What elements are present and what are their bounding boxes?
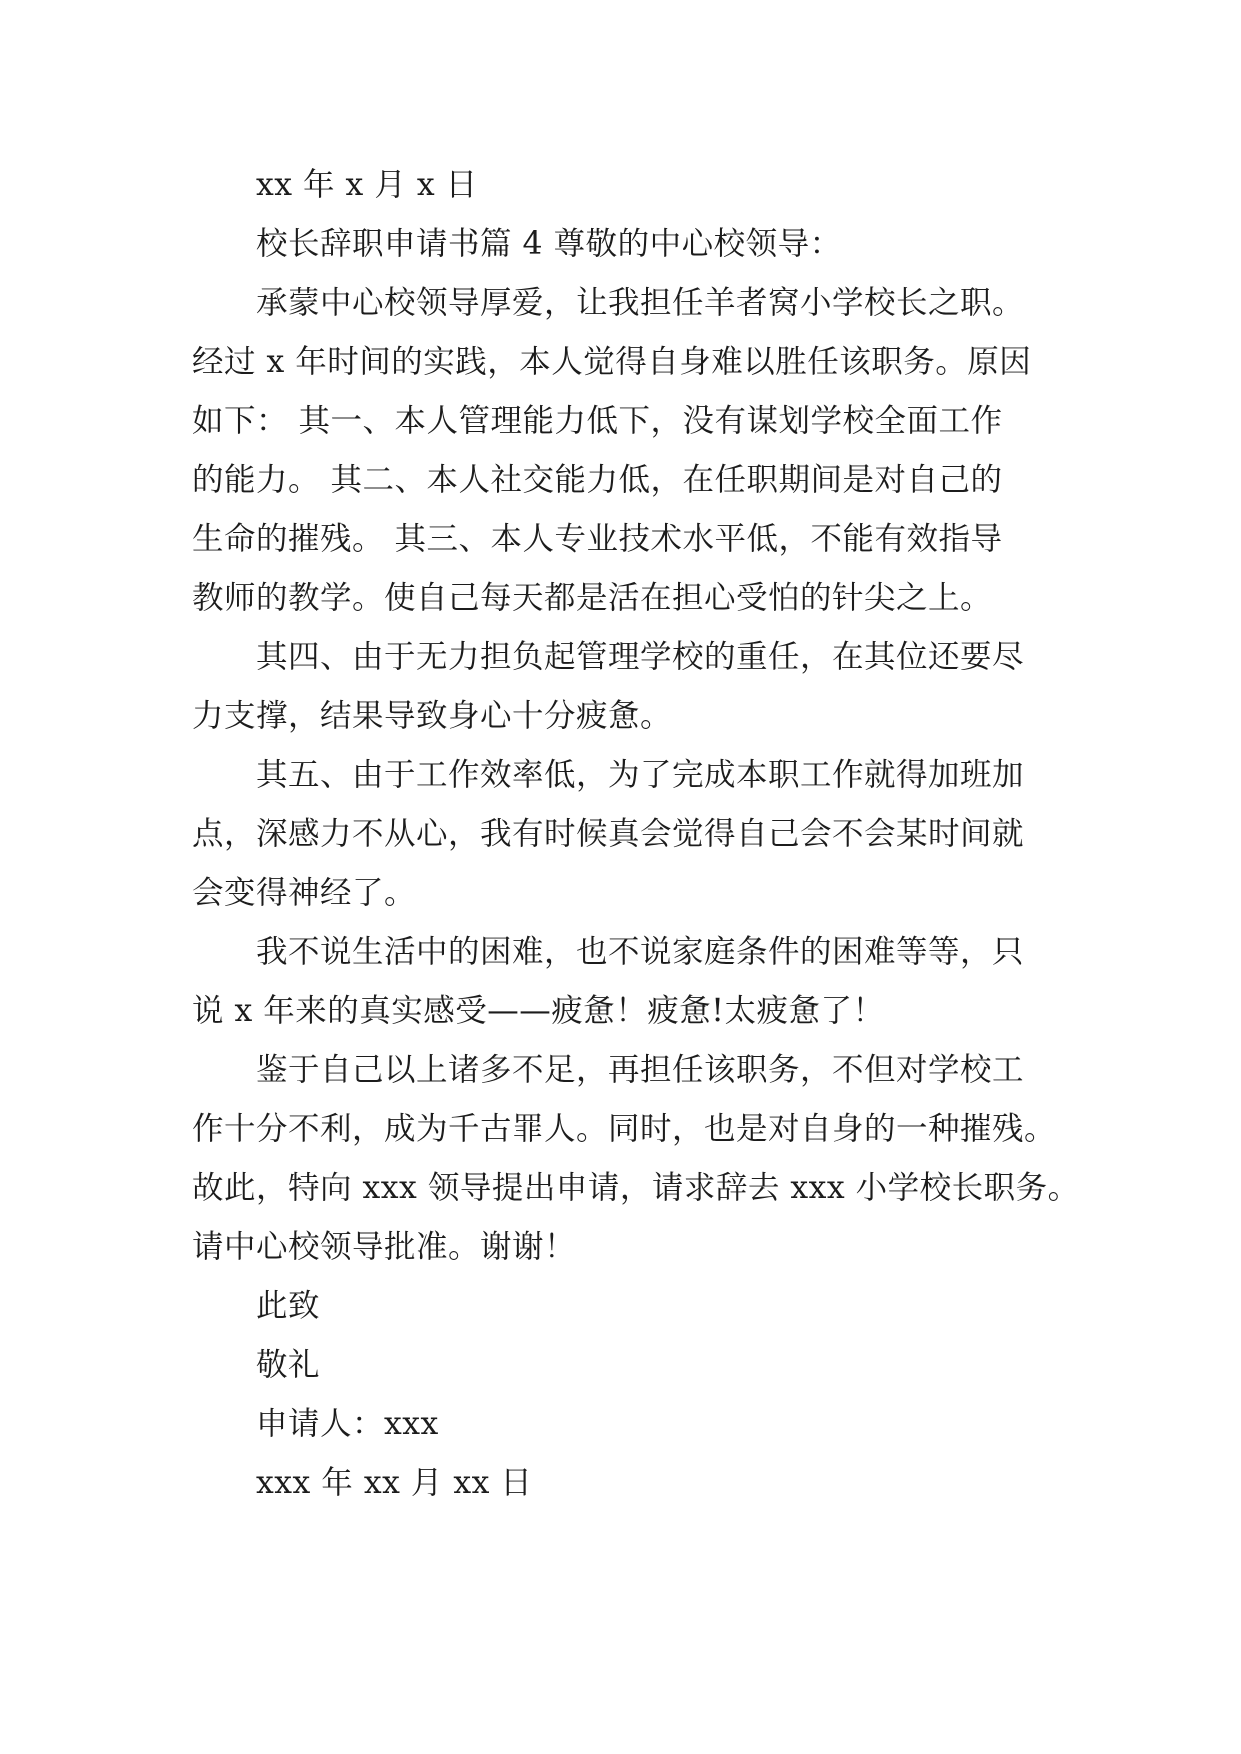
paragraph-line: 故此，特向 xxx 领导提出申请，请求辞去 xxx 小学校长职务。 — [192, 1170, 1080, 1206]
paragraph-line: 作十分不利，成为千古罪人。同时，也是对自身的一种摧残。 — [192, 1111, 1057, 1147]
letter-body — [192, 156, 1080, 1513]
salutation-line: 敬礼 — [256, 1347, 321, 1383]
applicant-line: 申请人：xxx — [256, 1406, 439, 1442]
paragraph-line: 我不说生活中的困难，也不说家庭条件的困难等等，只 — [256, 934, 1025, 970]
letter-heading: 校长辞职申请书篇 4 尊敬的中心校领导： — [256, 226, 842, 262]
closing-line: 此致 — [256, 1288, 321, 1324]
paragraph-line: 经过 x 年时间的实践，本人觉得自身难以胜任该职务。原因 — [192, 344, 1032, 380]
paragraph-line: 其五、由于工作效率低，为了完成本职工作就得加班加 — [256, 757, 1025, 793]
signature-date-line: xxx 年 xx 月 xx 日 — [256, 1465, 533, 1501]
paragraph-line: 生命的摧残。 其三、本人专业技术水平低，不能有效指导 — [192, 521, 1003, 557]
paragraph-line: 其四、由于无力担负起管理学校的重任，在其位还要尽 — [256, 639, 1025, 675]
paragraph-line: 的能力。 其二、本人社交能力低，在任职期间是对自己的 — [192, 462, 1003, 498]
paragraph-line: 说 x 年来的真实感受——疲惫！疲惫!太疲惫了！ — [192, 993, 885, 1029]
paragraph-line: 力支撑，结果导致身心十分疲惫。 — [192, 698, 673, 734]
paragraph-line: 如下： 其一、本人管理能力低下，没有谋划学校全面工作 — [192, 403, 1003, 439]
paragraph-line: 点，深感力不从心，我有时候真会觉得自己会不会某时间就 — [192, 816, 1025, 852]
paragraph-line: 承蒙中心校领导厚爱，让我担任羊者窝小学校长之职。 — [256, 285, 1025, 321]
paragraph-line: 请中心校领导批准。谢谢！ — [192, 1229, 577, 1265]
paragraph-line: 鉴于自己以上诸多不足，再担任该职务，不但对学校工 — [256, 1052, 1025, 1088]
paragraph-line: 会变得神经了。 — [192, 875, 417, 911]
date-line: xx 年 x 月 x 日 — [256, 167, 478, 203]
paragraph-line: 教师的教学。使自己每天都是活在担心受怕的针尖之上。 — [192, 580, 993, 616]
